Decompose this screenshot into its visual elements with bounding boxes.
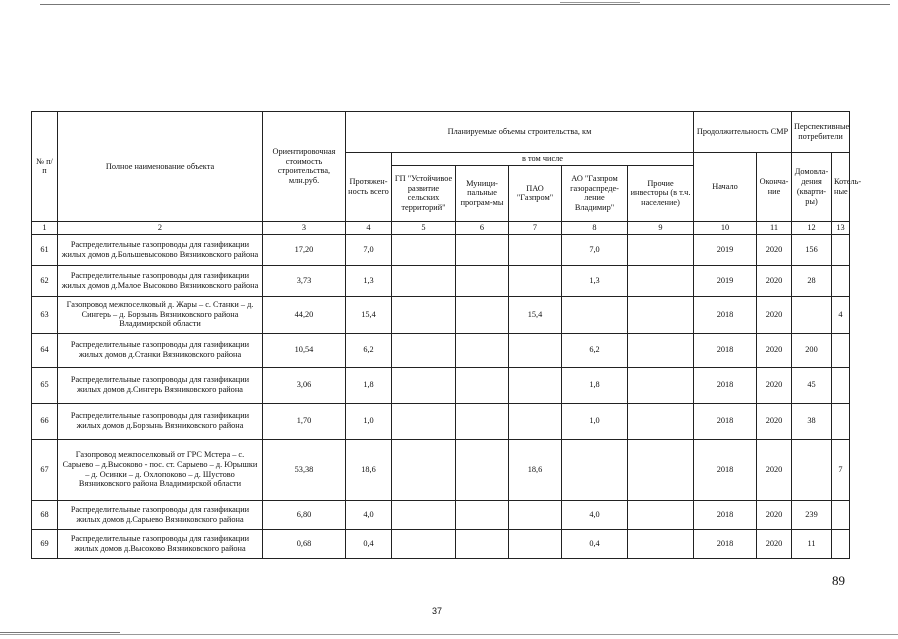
row-length: 1,8 <box>346 367 392 403</box>
bottom-border-line-accent <box>0 632 120 633</box>
row-gp <box>392 296 456 333</box>
col-number: 4 <box>346 221 392 234</box>
row-end: 2020 <box>757 333 792 367</box>
row-gp <box>392 439 456 500</box>
row-num: 61 <box>32 234 58 265</box>
row-muni <box>456 296 509 333</box>
row-other <box>628 333 694 367</box>
row-muni <box>456 500 509 529</box>
row-other <box>628 265 694 296</box>
table-row <box>32 333 850 367</box>
row-name: Распределительные газопроводы для газификации жилых домов д.Высоково Вязниковского района <box>58 529 263 558</box>
row-houses: 156 <box>792 234 832 265</box>
col-number: 9 <box>628 221 694 234</box>
row-pao <box>509 333 562 367</box>
row-length: 0,4 <box>346 529 392 558</box>
col-number: 11 <box>757 221 792 234</box>
table-row <box>32 403 850 439</box>
row-muni <box>456 234 509 265</box>
row-length: 1,0 <box>346 403 392 439</box>
table-row <box>32 439 850 500</box>
row-cost: 10,54 <box>263 333 346 367</box>
header-end: Оконча-ние <box>757 153 792 222</box>
row-start: 2018 <box>694 403 757 439</box>
row-pao <box>509 500 562 529</box>
row-boilers <box>832 403 850 439</box>
table-row <box>32 500 850 529</box>
header-muni: Муници-пальные програм-мы <box>456 165 509 221</box>
col-number: 6 <box>456 221 509 234</box>
col-number: 7 <box>509 221 562 234</box>
row-houses <box>792 296 832 333</box>
row-name: Распределительные газопроводы для газификации жилых домов д.Станки Вязниковского района <box>58 333 263 367</box>
row-cost: 17,20 <box>263 234 346 265</box>
header-other: Прочие инвесторы (в т.ч. население) <box>628 165 694 221</box>
row-start: 2019 <box>694 234 757 265</box>
col-number: 5 <box>392 221 456 234</box>
table-row <box>32 529 850 558</box>
row-end: 2020 <box>757 367 792 403</box>
row-name: Газопровод межпоселковый д. Жары – с. Станки – д. Сингерь – д. Борзынь Вязниковского района Владимирской области <box>58 296 263 333</box>
row-pao: 18,6 <box>509 439 562 500</box>
row-other <box>628 403 694 439</box>
row-length: 18,6 <box>346 439 392 500</box>
col-number: 2 <box>58 221 263 234</box>
row-gp <box>392 265 456 296</box>
header-prospective: Перспективные потребители <box>792 112 850 153</box>
row-pao <box>509 367 562 403</box>
row-start: 2018 <box>694 439 757 500</box>
row-ao: 1,3 <box>562 265 628 296</box>
top-border-line <box>40 4 890 5</box>
row-houses: 11 <box>792 529 832 558</box>
header-ao: АО "Газпром газораспреде-ление Владимир" <box>562 165 628 221</box>
row-other <box>628 500 694 529</box>
row-houses: 239 <box>792 500 832 529</box>
row-name: Распределительные газопроводы для газификации жилых домов д.Сингерь Вязниковского района <box>58 367 263 403</box>
row-start: 2018 <box>694 529 757 558</box>
row-gp <box>392 367 456 403</box>
row-num: 66 <box>32 403 58 439</box>
header-boilers: Котель-ные <box>832 153 850 222</box>
row-houses <box>792 439 832 500</box>
row-boilers <box>832 500 850 529</box>
row-houses: 28 <box>792 265 832 296</box>
row-ao: 0,4 <box>562 529 628 558</box>
table-row <box>32 265 850 296</box>
header-incl: в том числе <box>392 153 694 166</box>
row-houses: 200 <box>792 333 832 367</box>
row-end: 2020 <box>757 234 792 265</box>
row-ao: 6,2 <box>562 333 628 367</box>
row-num: 65 <box>32 367 58 403</box>
column-numbers-row <box>32 221 850 234</box>
row-num: 68 <box>32 500 58 529</box>
row-length: 7,0 <box>346 234 392 265</box>
row-end: 2020 <box>757 265 792 296</box>
row-ao: 7,0 <box>562 234 628 265</box>
row-cost: 3,73 <box>263 265 346 296</box>
table-row <box>32 234 850 265</box>
row-name: Газопровод межпоселковый от ГРС Мстера – с. Сарыево – д.Высоково - пос. ст. Сарыево – д. Юрышки – д. Осинки – д. Охлопоково – д. Шустово Вязниковского района Владимирской области <box>58 439 263 500</box>
row-muni <box>456 403 509 439</box>
row-start: 2018 <box>694 367 757 403</box>
row-start: 2018 <box>694 296 757 333</box>
row-num: 67 <box>32 439 58 500</box>
col-number: 10 <box>694 221 757 234</box>
row-pao <box>509 234 562 265</box>
row-ao: 4,0 <box>562 500 628 529</box>
col-number: 3 <box>263 221 346 234</box>
row-cost: 44,20 <box>263 296 346 333</box>
row-pao <box>509 403 562 439</box>
col-number: 13 <box>832 221 850 234</box>
header-duration: Продолжительность СМР <box>694 112 792 153</box>
row-boilers: 4 <box>832 296 850 333</box>
row-muni <box>456 367 509 403</box>
top-border-line-accent <box>560 2 640 3</box>
row-end: 2020 <box>757 296 792 333</box>
col-number: 8 <box>562 221 628 234</box>
row-gp <box>392 333 456 367</box>
row-length: 1,3 <box>346 265 392 296</box>
page-number: 37 <box>432 606 443 616</box>
gasification-table <box>31 111 862 559</box>
row-ao <box>562 439 628 500</box>
row-cost: 0,68 <box>263 529 346 558</box>
row-end: 2020 <box>757 500 792 529</box>
row-cost: 53,38 <box>263 439 346 500</box>
row-other <box>628 367 694 403</box>
row-boilers <box>832 367 850 403</box>
row-gp <box>392 403 456 439</box>
bottom-border-line <box>0 634 898 635</box>
row-num: 62 <box>32 265 58 296</box>
row-other <box>628 529 694 558</box>
row-name: Распределительные газопроводы для газификации жилых домов д.Борзынь Вязниковского района <box>58 403 263 439</box>
row-muni <box>456 439 509 500</box>
row-boilers: 7 <box>832 439 850 500</box>
row-muni <box>456 265 509 296</box>
row-boilers <box>832 265 850 296</box>
row-name: Распределительные газопроводы для газификации жилых домов д.Большевысоково Вязниковского района <box>58 234 263 265</box>
row-length: 4,0 <box>346 500 392 529</box>
row-end: 2020 <box>757 529 792 558</box>
row-other <box>628 439 694 500</box>
row-length: 6,2 <box>346 333 392 367</box>
header-pao: ПАО "Газпром" <box>509 165 562 221</box>
header-num: № п/п <box>32 112 58 222</box>
row-num: 63 <box>32 296 58 333</box>
row-muni <box>456 333 509 367</box>
row-muni <box>456 529 509 558</box>
row-name: Распределительные газопроводы для газификации жилых домов д.Малое Высоково Вязниковского района <box>58 265 263 296</box>
header-planned: Планируемые объемы строительства, км <box>346 112 694 153</box>
row-cost: 3,06 <box>263 367 346 403</box>
row-boilers <box>832 234 850 265</box>
row-length: 15,4 <box>346 296 392 333</box>
table-row <box>32 367 850 403</box>
header-houses: Домовла-дения (кварти-ры) <box>792 153 832 222</box>
row-name: Распределительные газопроводы для газификации жилых домов д.Сарыево Вязниковского района <box>58 500 263 529</box>
row-other <box>628 234 694 265</box>
col-number: 1 <box>32 221 58 234</box>
row-end: 2020 <box>757 439 792 500</box>
row-gp <box>392 529 456 558</box>
row-ao: 1,0 <box>562 403 628 439</box>
row-num: 69 <box>32 529 58 558</box>
row-boilers <box>832 529 850 558</box>
row-gp <box>392 234 456 265</box>
row-cost: 1,70 <box>263 403 346 439</box>
row-houses: 38 <box>792 403 832 439</box>
row-pao <box>509 529 562 558</box>
row-start: 2019 <box>694 265 757 296</box>
row-end: 2020 <box>757 403 792 439</box>
header-cost: Ориентировочная стоимость строительства, млн.руб. <box>263 112 346 222</box>
row-start: 2018 <box>694 333 757 367</box>
row-houses: 45 <box>792 367 832 403</box>
row-num: 64 <box>32 333 58 367</box>
table-row <box>32 296 850 333</box>
row-cost: 6,80 <box>263 500 346 529</box>
row-ao: 1,8 <box>562 367 628 403</box>
row-ao <box>562 296 628 333</box>
page-number-handwritten: 89 <box>832 573 845 588</box>
row-other <box>628 296 694 333</box>
col-number: 12 <box>792 221 832 234</box>
row-boilers <box>832 333 850 367</box>
header-name: Полное наименование объекта <box>58 112 263 222</box>
header-gp: ГП "Устойчивое развитие сельских территорий" <box>392 165 456 221</box>
header-start: Начало <box>694 153 757 222</box>
row-pao <box>509 265 562 296</box>
header-length: Протяжен-ность всего <box>346 153 392 222</box>
row-pao: 15,4 <box>509 296 562 333</box>
row-start: 2018 <box>694 500 757 529</box>
row-gp <box>392 500 456 529</box>
